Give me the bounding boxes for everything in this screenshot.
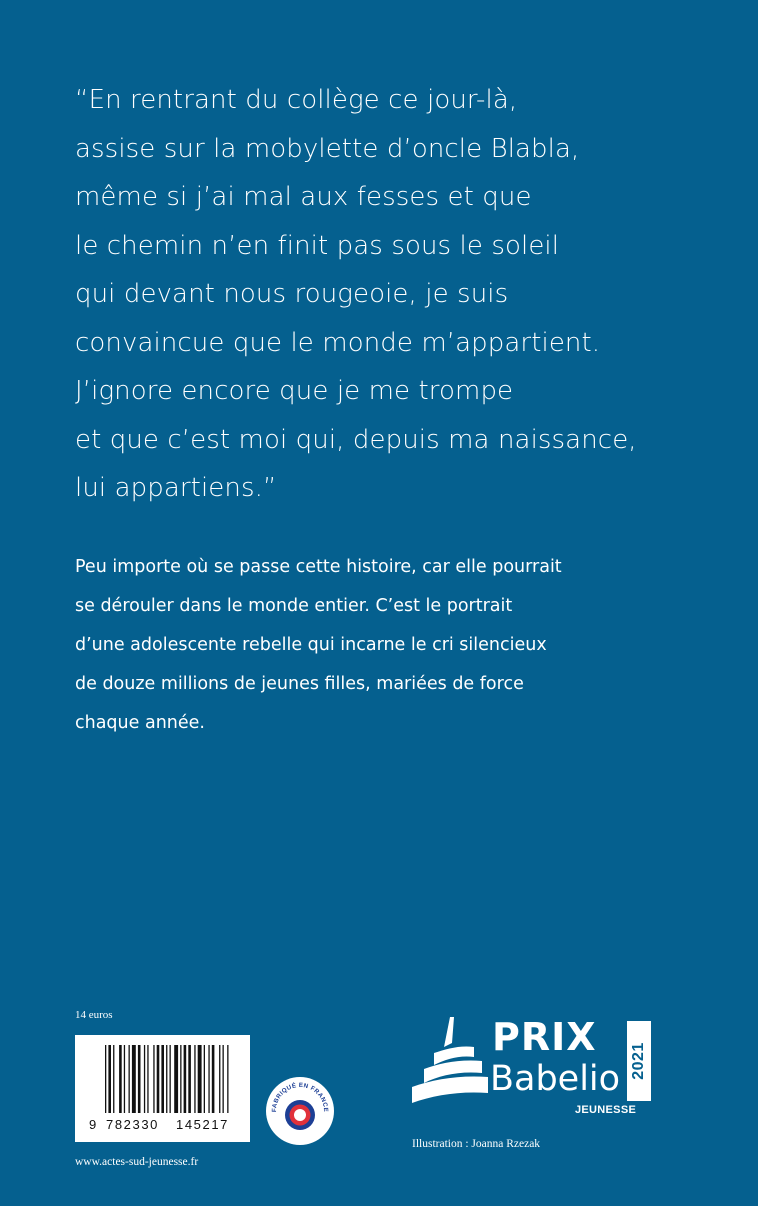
quote-line: convaincue que le monde m’appartient. bbox=[75, 327, 601, 358]
synopsis-line: se dérouler dans le monde entier. C’est le portrait bbox=[75, 596, 513, 616]
made-in-france-badge bbox=[264, 1075, 336, 1147]
synopsis-line: de douze millions de jeunes filles, mariées de force bbox=[75, 674, 524, 694]
quote-line: lui appartiens.” bbox=[75, 473, 277, 503]
quote-line: assise sur la mobylette d’oncle Blabla, bbox=[75, 133, 580, 164]
badge-text: FABRIQUÉ EN FRANCE bbox=[270, 1081, 330, 1113]
barcode-digits bbox=[75, 1115, 250, 1137]
prize-prix-label: PRIX bbox=[492, 1015, 597, 1059]
barcode-digits-right: 145217 bbox=[176, 1117, 229, 1132]
barcode-digit-first: 9 bbox=[89, 1117, 98, 1132]
prize-year: 2021 bbox=[630, 1042, 647, 1080]
isbn-barcode bbox=[75, 1035, 250, 1142]
synopsis bbox=[75, 548, 695, 743]
synopsis-line: Peu importe où se passe cette histoire, car elle pourrait bbox=[75, 557, 562, 577]
prize-category: JEUNESSE bbox=[575, 1104, 637, 1116]
prix-babelio-award bbox=[410, 1013, 655, 1123]
publisher-website: www.actes-sud-jeunesse.fr bbox=[75, 1156, 199, 1168]
barcode-bars bbox=[75, 1035, 250, 1125]
quote-line: même si j’ai mal aux fesses et que bbox=[75, 182, 532, 212]
illustration-credit: Illustration : Joanna Rzezak bbox=[412, 1138, 541, 1150]
made-in-france-icon bbox=[264, 1075, 336, 1147]
synopsis-line: d’une adolescente rebelle qui incarne le cri silencieux bbox=[75, 635, 547, 655]
babelio-book-icon bbox=[410, 1013, 490, 1103]
quote-line: “En rentrant du collège ce jour-là, bbox=[75, 85, 518, 115]
price-label: 14 euros bbox=[75, 1009, 113, 1021]
quote-line: J’ignore encore que je me trompe bbox=[75, 376, 514, 406]
quote-line: qui devant nous rougeoie, je suis bbox=[75, 279, 509, 309]
quote-line: et que c’est moi qui, depuis ma naissance, bbox=[75, 424, 637, 455]
synopsis-line: chaque année. bbox=[75, 713, 205, 733]
prize-year-wrap bbox=[627, 1021, 651, 1101]
barcode-digits-left: 782330 bbox=[106, 1117, 159, 1132]
prize-name: Babelio bbox=[490, 1059, 621, 1099]
quote-line: le chemin n’en finit pas sous le soleil bbox=[75, 230, 560, 261]
back-cover-quote bbox=[75, 76, 715, 513]
